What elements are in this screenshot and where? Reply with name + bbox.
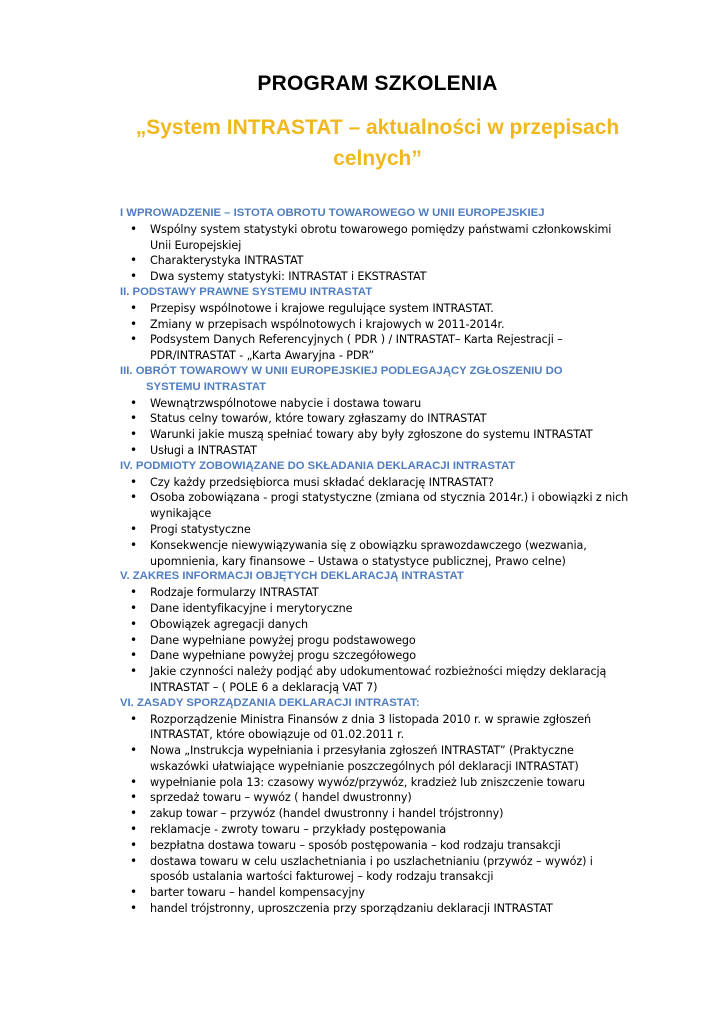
list-item <box>120 538 635 570</box>
bullet-icon: • <box>130 442 137 457</box>
list-item <box>120 822 635 838</box>
list-item-text: Dane identyfikacyjne i merytoryczne <box>150 601 353 615</box>
list-item-text: zakup towar – przywóz (handel dwustronny i handel trójstronny) <box>150 807 504 821</box>
bullet-icon: • <box>130 427 137 442</box>
bullet-icon: • <box>130 664 137 679</box>
section-item-list <box>120 475 635 570</box>
bullet-icon: • <box>130 521 137 536</box>
bullet-icon: • <box>130 885 137 900</box>
list-item <box>120 443 635 459</box>
bullet-icon: • <box>130 332 137 347</box>
list-item <box>120 775 635 791</box>
bullet-icon: • <box>130 537 137 552</box>
list-item-text: Rozporządzenie Ministra Finansów z dnia 3 listopada 2010 r. w sprawie zgłoszeń INTRASTAT, które obowiązuje od 01.02.2011 r. <box>150 712 592 742</box>
list-item <box>120 712 635 744</box>
section-heading-text: I WPROWADZENIE – ISTOTA OBROTU TOWAROWEGO W UNII EUROPEJSKIEJ <box>120 207 545 219</box>
bullet-icon: • <box>130 490 137 505</box>
list-item <box>120 332 635 364</box>
section-item-list <box>120 301 635 364</box>
list-item-text: bezpłatna dostawa towaru – sposób postępowania – kod rodzaju transakcji <box>150 838 561 852</box>
section-item-list <box>120 222 635 285</box>
list-item-text: Jakie czynności należy podjąć aby udokumentować rozbieżności między deklaracją INTRASTAT – ( POLE 6 a deklaracją VAT 7) <box>150 665 607 694</box>
section-heading-text: II. PODSTAWY PRAWNE SYSTEMU INTRASTAT <box>120 285 373 298</box>
list-item-text: Konsekwencje niewywiązywania się z obowiązku sprawozdawczego (wezwania, upomnienia, kary finansowe – Ustawa o statystyce publicznej, Prawo celne) <box>150 538 587 568</box>
section-heading-text: IV. PODMIOTY ZOBOWIĄZANE DO SKŁADANIA DEKLARACJI INTRASTAT <box>120 459 516 472</box>
list-item-text: barter towaru – handel kompensacyjny <box>150 886 365 900</box>
section-heading-continuation: SYSTEMU INTRASTAT <box>146 380 267 393</box>
bullet-icon: • <box>130 585 137 600</box>
bullet-icon: • <box>130 648 137 663</box>
list-item-text: Usługi a INTRASTAT <box>150 443 257 457</box>
bullet-icon: • <box>130 395 137 410</box>
section-heading <box>120 569 635 585</box>
section-heading-text: VI. ZASADY SPORZĄDZANIA DEKLARACJI INTRASTAT: <box>120 696 420 709</box>
document-title: PROGRAM SZKOLENIA <box>257 72 498 95</box>
list-item-text: dostawa towaru w celu uszlachetniania i po uszlachetnianiu (przywóz – wywóz) i sposób ustalania wartości fakturowej – kody rodzaju transakcji <box>150 854 593 884</box>
bullet-icon: • <box>130 300 137 315</box>
section-item-list <box>120 712 635 917</box>
list-item <box>120 253 635 269</box>
list-item <box>120 269 635 285</box>
list-item-text: Obowiązek agregacji danych <box>150 617 309 631</box>
bullet-icon: • <box>130 853 137 868</box>
list-item-text: Progi statystyczne <box>150 522 251 536</box>
list-item-text: Status celny towarów, które towary zgłaszamy do INTRASTAT <box>150 412 487 426</box>
list-item <box>120 301 635 317</box>
section-heading-text: III. OBRÓT TOWAROWY W UNII EUROPEJSKIEJ PODLEGAJĄCY ZGŁOSZENIU DO <box>120 364 563 377</box>
list-item <box>120 396 635 412</box>
section-heading <box>120 364 635 396</box>
section-heading-text: V. ZAKRES INFORMACJI OBJĘTYCH DEKLARACJĄ INTRASTAT <box>120 570 464 583</box>
section-item-list <box>120 585 635 696</box>
bullet-icon: • <box>130 711 137 726</box>
list-item <box>120 490 635 522</box>
list-item-text: Nowa „Instrukcja wypełniania i przesyłania zgłoszeń INTRASTAT” (Praktyczne wskazówki ułatwiające wypełnianie poszczególnych pól deklaracji INTRASTAT) <box>150 744 579 773</box>
list-item-text: Dwa systemy statystyki: INTRASTAT i EKSTRASTAT <box>150 270 427 284</box>
list-item <box>120 901 635 917</box>
list-item <box>120 427 635 443</box>
bullet-icon: • <box>130 269 137 284</box>
list-item-text: Dane wypełniane powyżej progu szczegółowego <box>150 649 416 663</box>
list-item-text: Charakterystyka INTRASTAT <box>150 254 304 268</box>
list-item-text: handel trójstronny, uproszczenia przy sporządzaniu deklaracji INTRASTAT <box>150 902 553 916</box>
list-item-text: Czy każdy przedsiębiorca musi składać deklarację INTRASTAT? <box>150 475 494 489</box>
list-item <box>120 743 635 775</box>
bullet-icon: • <box>130 221 137 236</box>
list-item-text: Zmiany w przepisach wspólnotowych i krajowych w 2011-2014r. <box>150 317 505 331</box>
list-item-text: reklamacje - zwroty towaru – przykłady postępowania <box>150 823 447 837</box>
section-heading <box>120 285 635 301</box>
list-item <box>120 522 635 538</box>
list-item <box>120 411 635 427</box>
list-item <box>120 601 635 617</box>
document-subtitle: „System INTRASTAT – aktualności w przepisach celnych” <box>135 116 620 170</box>
bullet-icon: • <box>130 632 137 647</box>
list-item-text: Warunki jakie muszą spełniać towary aby były zgłoszone do systemu INTRASTAT <box>150 428 593 442</box>
list-item-text: Wspólny system statystyki obrotu towarowego pomiędzy państwami członkowskimi Unii Europejskiej <box>150 222 612 252</box>
bullet-icon: • <box>130 837 137 852</box>
list-item <box>120 617 635 633</box>
list-item <box>120 648 635 664</box>
bullet-icon: • <box>130 774 137 789</box>
list-item-text: sprzedaż towaru – wywóz ( handel dwustronny) <box>150 791 412 805</box>
bullet-icon: • <box>130 600 137 615</box>
bullet-icon: • <box>130 806 137 821</box>
list-item <box>120 838 635 854</box>
section-heading <box>120 459 635 475</box>
bullet-icon: • <box>130 411 137 426</box>
list-item-text: Osoba zobowiązana - progi statystyczne (zmiana od stycznia 2014r.) i obowiązki z nich wynikające <box>150 491 629 521</box>
list-item <box>120 664 635 696</box>
bullet-icon: • <box>130 901 137 916</box>
bullet-icon: • <box>130 822 137 837</box>
list-item-text: wypełnianie pola 13: czasowy wywóz/przywóz, kradzież lub zniszczenie towaru <box>150 775 586 789</box>
list-item <box>120 317 635 333</box>
section-heading <box>120 206 635 222</box>
bullet-icon: • <box>130 616 137 631</box>
bullet-icon: • <box>130 474 137 489</box>
bullet-icon: • <box>130 253 137 268</box>
section-heading <box>120 696 635 712</box>
program-content <box>120 206 635 917</box>
list-item <box>120 475 635 491</box>
list-item-text: Rodzaje formularzy INTRASTAT <box>150 586 319 600</box>
list-item <box>120 885 635 901</box>
list-item <box>120 854 635 886</box>
list-item-text: Wewnątrzwspólnotowe nabycie i dostawa towaru <box>150 396 422 410</box>
list-item <box>120 585 635 601</box>
bullet-icon: • <box>130 743 137 758</box>
section-item-list <box>120 396 635 459</box>
bullet-icon: • <box>130 790 137 805</box>
list-item-text: Podsystem Danych Referencyjnych ( PDR ) / INTRASTAT– Karta Rejestracji – PDR/INTRASTAT - „Karta Awaryjna - PDR” <box>150 333 563 363</box>
list-item <box>120 806 635 822</box>
list-item <box>120 222 635 254</box>
list-item-text: Przepisy wspólnotowe i krajowe regulujące system INTRASTAT. <box>150 301 494 315</box>
list-item <box>120 633 635 649</box>
list-item-text: Dane wypełniane powyżej progu podstawowego <box>150 633 416 647</box>
list-item <box>120 790 635 806</box>
bullet-icon: • <box>130 316 137 331</box>
